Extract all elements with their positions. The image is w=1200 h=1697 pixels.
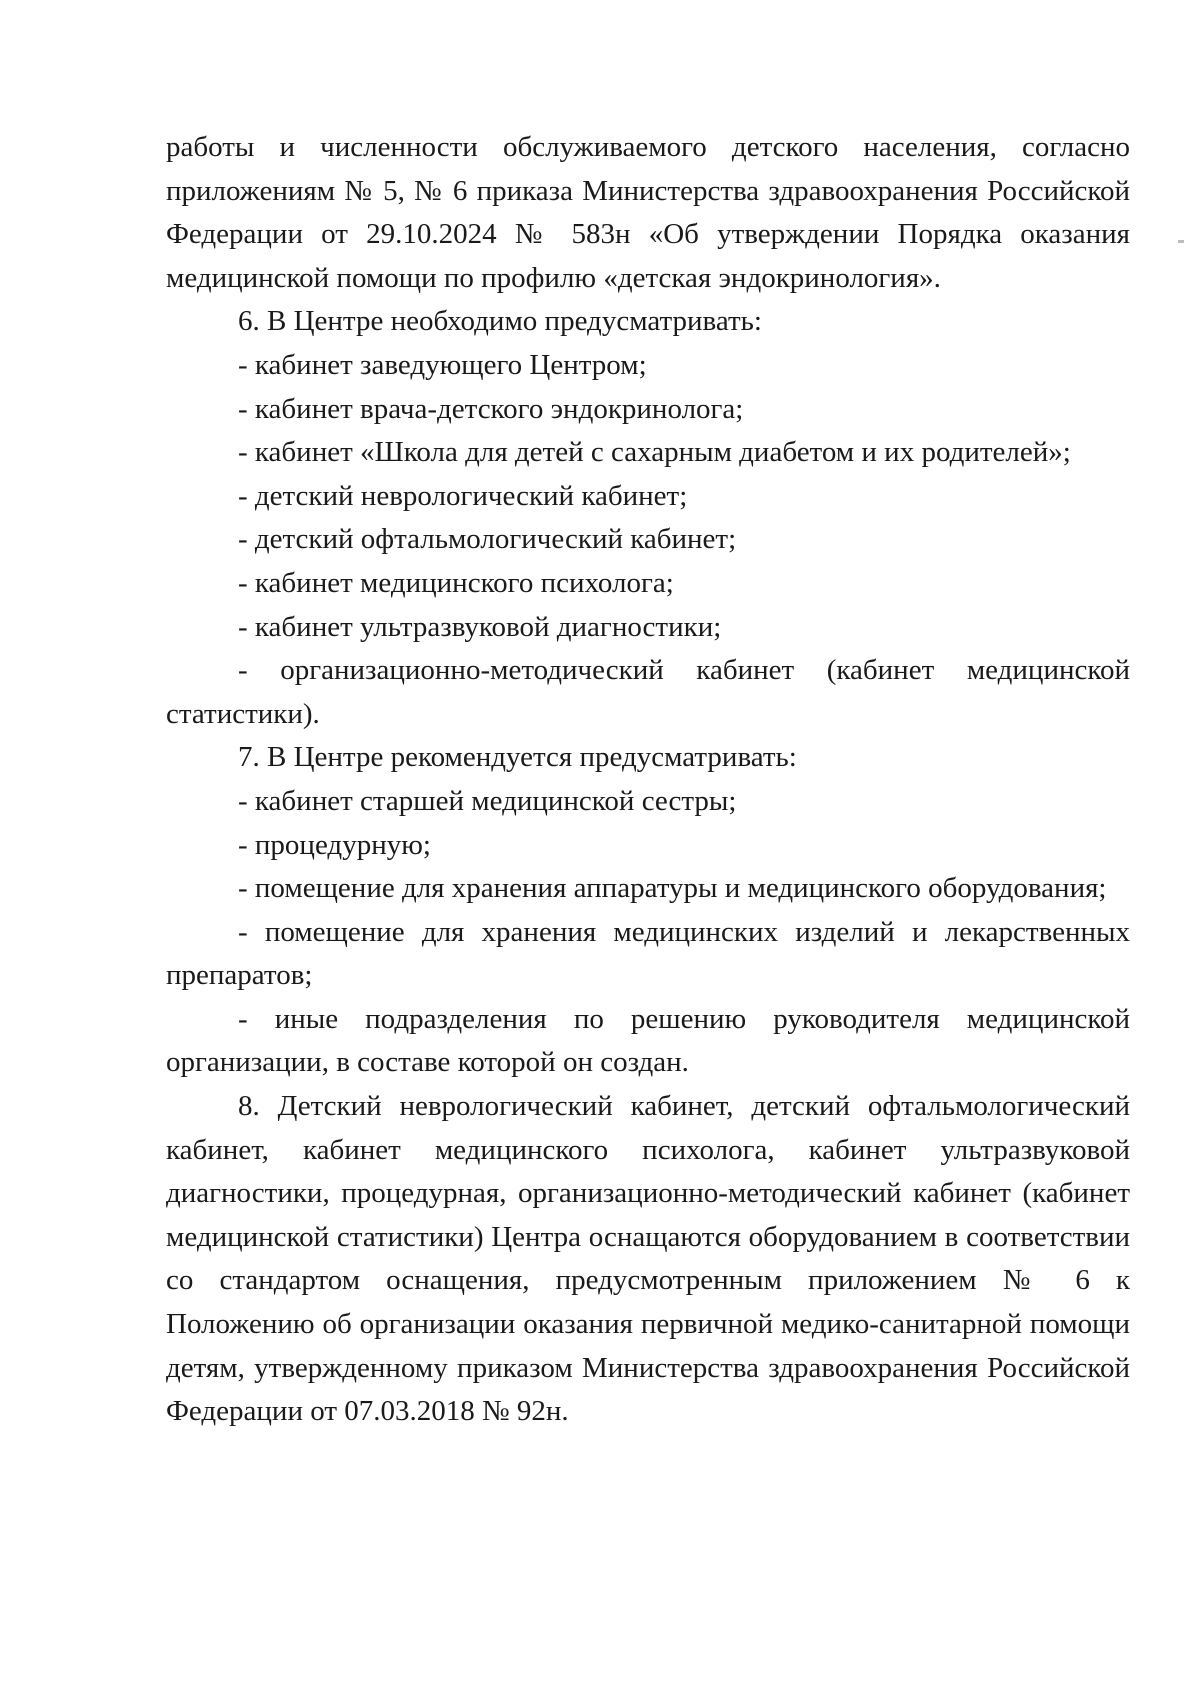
list-item: - иные подразделения по решению руководителя медицинской организации, в составе которой он создан. (166, 1002, 1130, 1079)
list-item: - детский неврологический кабинет; (238, 479, 688, 512)
list-item: - кабинет заведующего Центром; (238, 348, 647, 381)
list-item: - кабинет «Школа для детей с сахарным диабетом и их родителей»; (238, 436, 1071, 469)
paragraph-continuation: работы и численности обслуживаемого детского населения, согласно приложениям № 5, № 6 приказа Министерства здравоохранения Российской Федерации от 29.10.2024 № 583н «Об утверждении Порядка оказания медицинской помощи по профилю «детская эндокринология». (166, 131, 1130, 294)
list-item: - помещение для хранения аппаратуры и медицинского оборудования; (238, 872, 1107, 905)
list-item: - процедурную; (238, 828, 431, 861)
list-item: - кабинет врача-детского эндокринолога; (238, 392, 744, 425)
list-item: - кабинет ультразвуковой диагностики; (238, 610, 722, 643)
list-item: - помещение для хранения медицинских изделий и лекарственных препаратов; (166, 915, 1130, 992)
paragraph-item-7-heading: 7. В Центре рекомендуется предусматривать: (238, 741, 797, 774)
document-body (166, 126, 1130, 1434)
list-item: - кабинет старшей медицинской сестры; (238, 784, 737, 817)
list-item: - детский офтальмологический кабинет; (238, 523, 737, 556)
paragraph-item-8: 8. Детский неврологический кабинет, детский офтальмологический кабинет, кабинет медицинского психолога, кабинет ультразвуковой диагностики, процедурная, организационно-методический кабинет (кабинет медицинской статистики) Центра оснащаются оборудованием в соответствии со стандартом оснащения, предусмотренным приложением № 6 к Положению об организации оказания первичной медико-санитарной помощи детям, утвержденному приказом Министерства здравоохранения Российской Федерации от 07.03.2018 № 92н. (166, 1090, 1130, 1428)
list-item: - кабинет медицинского психолога; (238, 566, 674, 599)
paragraph-item-6-heading: 6. В Центре необходимо предусматривать: (238, 305, 762, 338)
list-item: - организационно-методический кабинет (кабинет медицинской статистики). (166, 654, 1130, 730)
scan-artifact (1178, 240, 1184, 243)
